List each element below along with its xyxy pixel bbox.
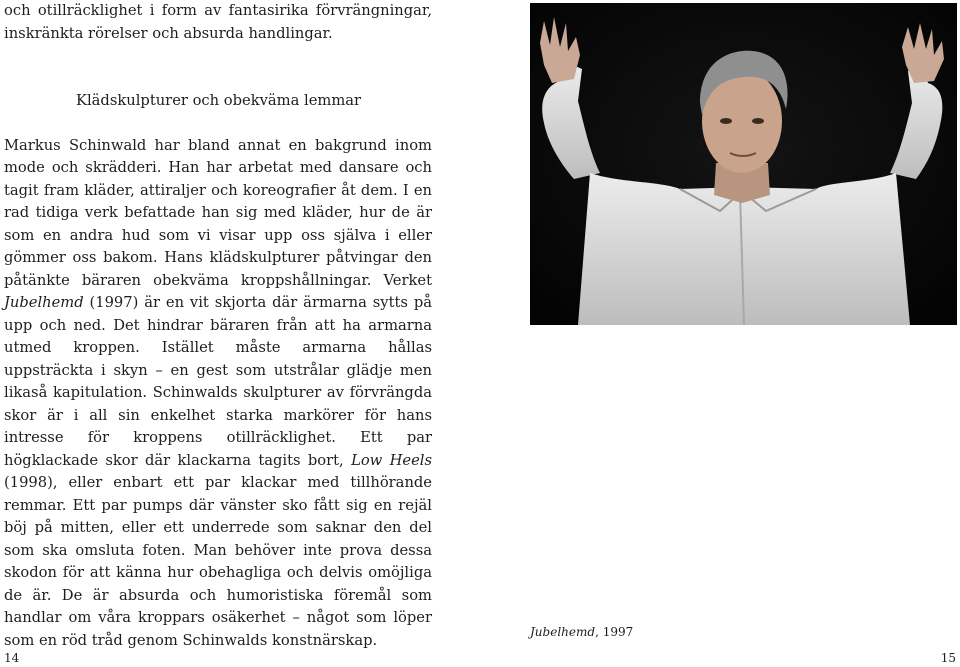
body-text-part-2: (1997) är en vit skjorta där ärmarna sytts på upp och ned. Det hindrar bäraren från att ha armarna utmed kroppen. Istället måste armarna hållas uppsträckta i skyn – en gest som utstrålar glädje men likaså kapitulation. Schinwalds skulpturer av förvrängda skor är i all sin enkelhet starka markörer för hans intresse för kroppens otillräcklighet. Ett par högklackade skor där klackarna tagits bort, (4, 294, 432, 469)
artwork-photo (530, 3, 957, 325)
page-number-left: 14 (4, 651, 20, 665)
caption-year: , 1997 (595, 625, 634, 639)
body-text-part-3: (1998), eller enbart ett par klackar med tillhörande remmar. Ett par pumps där vänster sko fått sig en rejäl böj på mitten, eller ett underrede som saknar den del som ska omsluta foten. Man behöver inte prova dessa skodon för att känna hur obehagliga och delvis omöjliga de är. De är absurda och humoristiska föremål som handlar om våra kroppars osäkerhet – något som löper som en röd tråd genom Schinwalds konstnärskap. (4, 474, 432, 649)
intro-paragraph: och otillräcklighet i form av fantasirika förvrängningar, inskränkta rörelser och absurda handlingar. (4, 2, 432, 42)
body-text-part-1: Markus Schinwald har bland annat en bakgrund inom mode och skrädderi. Han har arbetat med dansare och tagit fram kläder, attiraljer och koreografier åt dem. I en rad tidiga verk befattade han sig med kläder, hur de är som en andra hud som vi visar upp oss själva i eller gömmer oss bakom. Hans klädskulpturer påtvingar den påtänkte bäraren obekväma kroppshållningar. Verket (4, 136, 432, 289)
caption-title: Jubelhemd (530, 625, 596, 639)
artwork-title-jubelhemd: Jubelhemd (4, 294, 84, 311)
left-page-text (4, 0, 432, 652)
page-number-right: 15 (940, 651, 956, 665)
artwork-title-low-heels: Low Heels (351, 451, 432, 469)
photo-caption (530, 624, 633, 640)
photo-man-raised-arms-icon (530, 3, 957, 325)
section-heading: Klädskulpturer och obekväma lemmar (76, 92, 362, 109)
body-paragraph (4, 135, 432, 653)
